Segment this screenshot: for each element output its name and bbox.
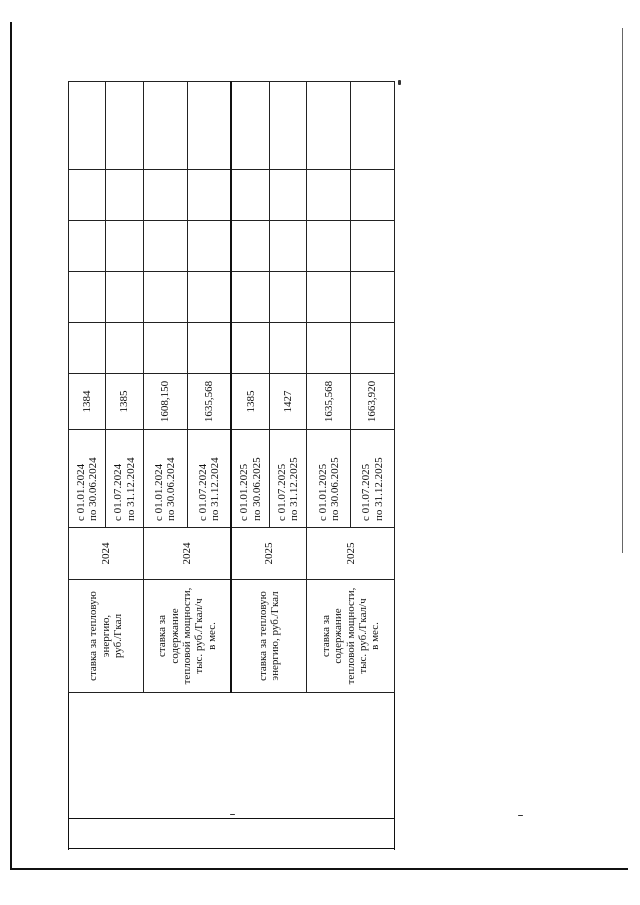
empty-cell bbox=[106, 170, 143, 221]
value-cell: 1427 bbox=[270, 374, 307, 430]
period-cell: с 01.01.2024 по 30.06.2024 bbox=[143, 430, 187, 528]
empty-cell bbox=[143, 323, 187, 374]
year-cell: 2025 bbox=[231, 528, 307, 580]
empty-cell bbox=[69, 170, 106, 221]
empty-cell bbox=[270, 221, 307, 272]
empty-cell bbox=[351, 272, 395, 323]
empty-cell bbox=[307, 323, 351, 374]
period-cell: с 01.07.2025 по 31.12.2025 bbox=[351, 430, 395, 528]
empty-cell bbox=[143, 82, 187, 170]
empty-cell bbox=[270, 323, 307, 374]
empty-cell bbox=[270, 272, 307, 323]
scan-mark bbox=[230, 814, 235, 815]
empty-cell bbox=[351, 82, 395, 170]
period-cell: с 01.07.2025 по 31.12.2025 bbox=[270, 430, 307, 528]
empty-cell bbox=[231, 221, 269, 272]
rate-name-cell: ставка за тепловую энергию, руб./Гкал bbox=[231, 580, 307, 693]
table-bottom-outline-h1 bbox=[68, 818, 395, 819]
period-cell: с 01.01.2024 по 30.06.2024 bbox=[69, 430, 106, 528]
empty-cell bbox=[351, 170, 395, 221]
scan-mark bbox=[398, 80, 401, 85]
empty-cell bbox=[106, 82, 143, 170]
period-cell: с 01.07.2024 по 31.12.2024 bbox=[187, 430, 231, 528]
empty-cell bbox=[143, 221, 187, 272]
tariff-table bbox=[68, 81, 395, 693]
empty-cell bbox=[307, 272, 351, 323]
empty-cell bbox=[106, 272, 143, 323]
empty-cell bbox=[187, 221, 231, 272]
empty-cell bbox=[143, 170, 187, 221]
empty-cell bbox=[231, 323, 269, 374]
empty-cell bbox=[69, 221, 106, 272]
value-cell: 1385 bbox=[106, 374, 143, 430]
rate-name-cell: ставка за содержание тепловой мощности, тыс. руб./Гкал/ч в мес. bbox=[307, 580, 395, 693]
empty-cell bbox=[106, 323, 143, 374]
empty-cell bbox=[270, 82, 307, 170]
table-row bbox=[307, 82, 351, 693]
left-border-line bbox=[10, 22, 12, 870]
table-row bbox=[231, 82, 269, 693]
empty-cell bbox=[351, 323, 395, 374]
table-bottom-outline-right bbox=[394, 692, 395, 850]
value-cell: 1385 bbox=[231, 374, 269, 430]
rate-name-cell: ставка за тепловую энергию, руб./Гкал bbox=[69, 580, 144, 693]
empty-cell bbox=[187, 323, 231, 374]
period-cell: с 01.01.2025 по 30.06.2025 bbox=[231, 430, 269, 528]
empty-cell bbox=[143, 272, 187, 323]
table-row bbox=[143, 82, 187, 693]
empty-cell bbox=[231, 170, 269, 221]
rate-name-cell: ставка за содержание тепловой мощности, тыс. руб./Гкал/ч в мес. bbox=[143, 580, 231, 693]
value-cell: 1635,568 bbox=[187, 374, 231, 430]
empty-cell bbox=[187, 272, 231, 323]
table-bottom-outline-h2 bbox=[68, 848, 395, 849]
empty-cell bbox=[351, 221, 395, 272]
empty-cell bbox=[69, 82, 106, 170]
year-cell: 2024 bbox=[143, 528, 231, 580]
empty-cell bbox=[307, 221, 351, 272]
value-cell: 1663,920 bbox=[351, 374, 395, 430]
empty-cell bbox=[69, 272, 106, 323]
right-margin-line bbox=[622, 28, 623, 553]
empty-cell bbox=[69, 323, 106, 374]
value-cell: 1608,150 bbox=[143, 374, 187, 430]
scan-mark bbox=[518, 815, 523, 816]
table-row bbox=[69, 82, 106, 693]
empty-cell bbox=[270, 170, 307, 221]
empty-cell bbox=[187, 82, 231, 170]
value-cell: 1384 bbox=[69, 374, 106, 430]
period-cell: с 01.07.2024 по 31.12.2024 bbox=[106, 430, 143, 528]
empty-cell bbox=[231, 82, 269, 170]
bottom-border-line bbox=[10, 868, 628, 870]
empty-cell bbox=[106, 221, 143, 272]
year-cell: 2025 bbox=[307, 528, 395, 580]
period-cell: с 01.01.2025 по 30.06.2025 bbox=[307, 430, 351, 528]
empty-cell bbox=[307, 170, 351, 221]
value-cell: 1635,568 bbox=[307, 374, 351, 430]
table-bottom-outline-left bbox=[68, 692, 69, 850]
empty-cell bbox=[307, 82, 351, 170]
year-cell: 2024 bbox=[69, 528, 144, 580]
empty-cell bbox=[187, 170, 231, 221]
empty-cell bbox=[231, 272, 269, 323]
